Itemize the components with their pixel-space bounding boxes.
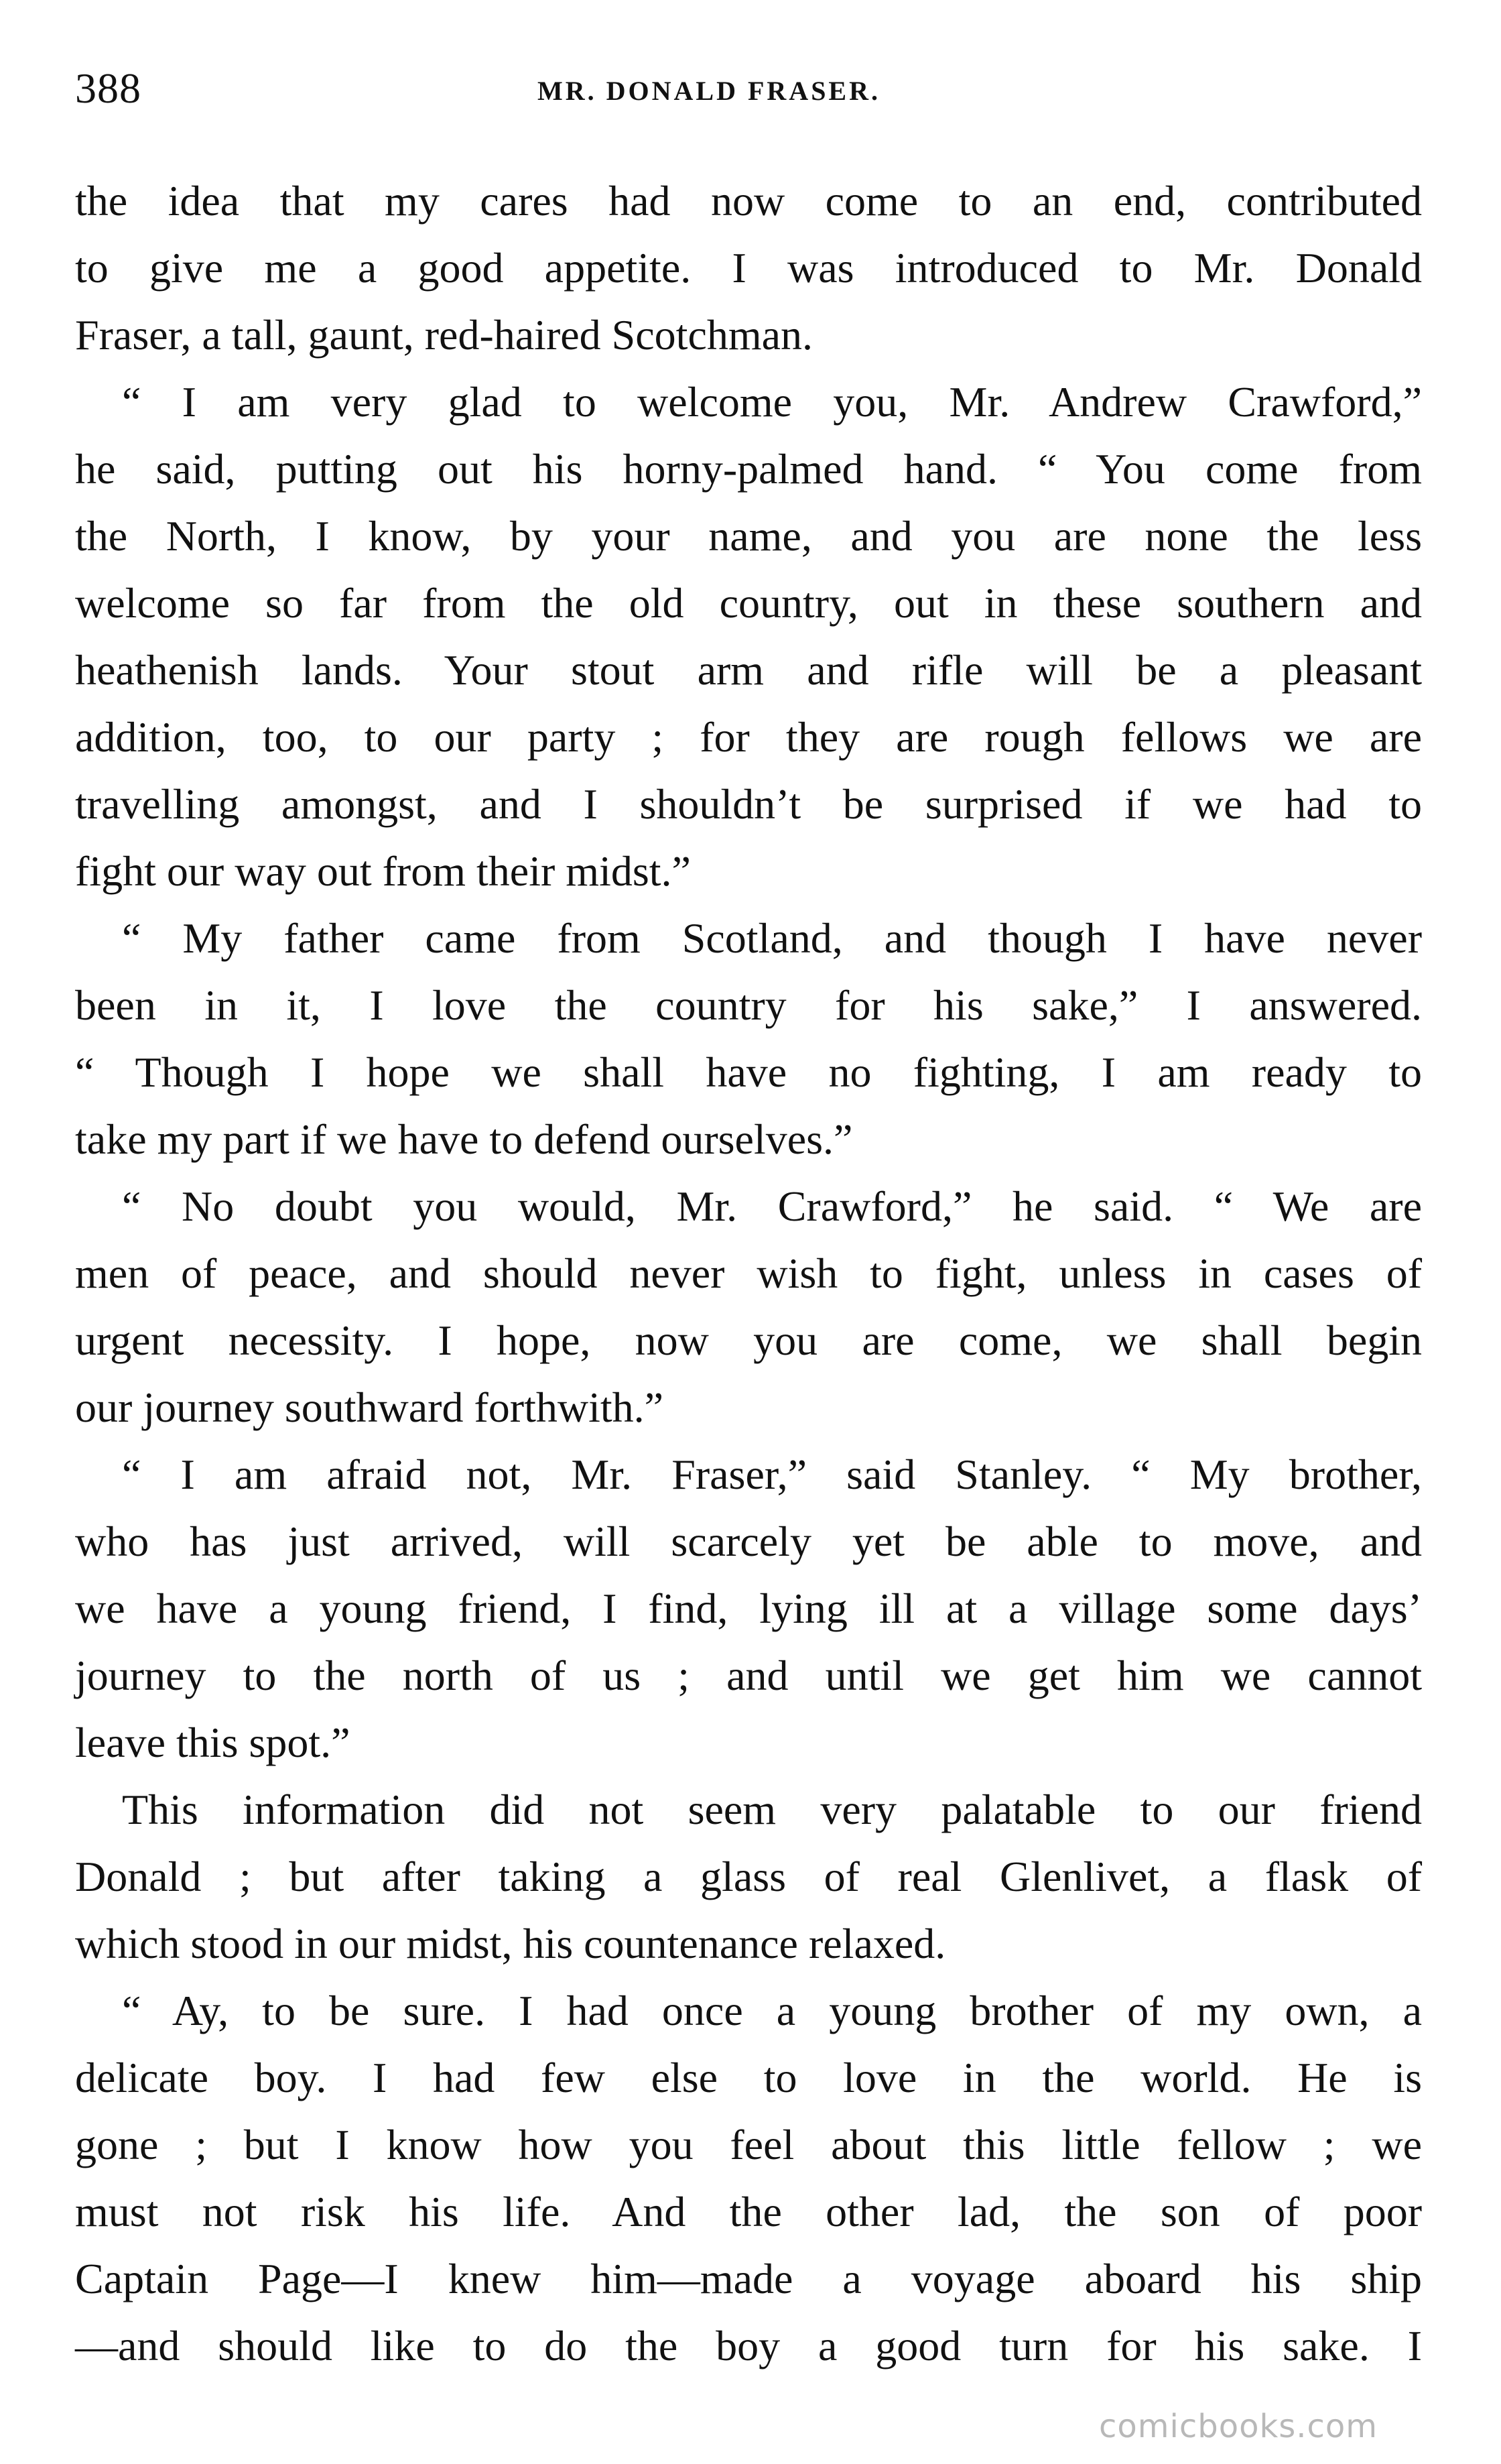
- text-line: Captain Page—I knew him—made a voyage aboard his ship: [75, 2255, 1422, 2302]
- text-line: —and should like to do the boy a good turn for his sake. I: [75, 2322, 1422, 2369]
- watermark: comicbooks.com: [1099, 2408, 1378, 2445]
- text-line: to give me a good appetite. I was introduced to Mr. Donald: [75, 244, 1422, 292]
- text-line: men of peace, and should never wish to fight, unless in cases of: [75, 1249, 1422, 1297]
- text-line: who has just arrived, will scarcely yet be able to move, and: [75, 1518, 1422, 1565]
- text-line: been in it, I love the country for his sake,” I answered.: [75, 981, 1422, 1029]
- text-line: take my part if we have to defend ourselves.”: [75, 1115, 853, 1163]
- text-line: the idea that my cares had now come to an end, contributed: [75, 177, 1422, 225]
- text-line: “ Ay, to be sure. I had once a young brother of my own, a: [122, 1987, 1422, 2034]
- running-head: [75, 62, 1415, 115]
- text-line: he said, putting out his horny-palmed hand. “ You come from: [75, 445, 1422, 493]
- text-line: “ I am very glad to welcome you, Mr. Andrew Crawford,”: [122, 378, 1422, 426]
- text-line: Donald ; but after taking a glass of real Glenlivet, a flask of: [75, 1853, 1422, 1900]
- text-line: fight our way out from their midst.”: [75, 847, 691, 895]
- text-line: “ I am afraid not, Mr. Fraser,” said Stanley. “ My brother,: [122, 1451, 1422, 1498]
- text-line: This information did not seem very palatable to our friend: [122, 1786, 1422, 1833]
- text-line: urgent necessity. I hope, now you are come, we shall begin: [75, 1316, 1422, 1364]
- text-line: addition, too, to our party ; for they are rough fellows we are: [75, 713, 1422, 761]
- chapter-title: MR. DONALD FRASER.: [537, 76, 880, 106]
- text-line: the North, I know, by your name, and you are none the less: [75, 512, 1422, 560]
- body-text: [75, 168, 1422, 2380]
- text-line: “ Though I hope we shall have no fighting, I am ready to: [75, 1048, 1422, 1096]
- text-line: journey to the north of us ; and until we get him we cannot: [75, 1652, 1422, 1699]
- text-line: “ No doubt you would, Mr. Crawford,” he said. “ We are: [122, 1182, 1422, 1230]
- text-line: we have a young friend, I find, lying ill at a village some days’: [75, 1585, 1422, 1632]
- text-line: gone ; but I know how you feel about this little fellow ; we: [75, 2121, 1422, 2168]
- text-line: Fraser, a tall, gaunt, red-haired Scotchman.: [75, 311, 813, 359]
- text-line: delicate boy. I had few else to love in the world. He is: [75, 2054, 1422, 2101]
- page-number: 388: [75, 64, 141, 112]
- text-line: leave this spot.”: [75, 1719, 350, 1766]
- text-line: our journey southward forthwith.”: [75, 1383, 664, 1431]
- text-line: welcome so far from the old country, out in these southern and: [75, 579, 1422, 627]
- text-line: travelling amongst, and I shouldn’t be surprised if we had to: [75, 780, 1422, 828]
- text-line: heathenish lands. Your stout arm and rifle will be a pleasant: [75, 646, 1422, 694]
- text-line: must not risk his life. And the other lad, the son of poor: [75, 2188, 1422, 2235]
- text-line: “ My father came from Scotland, and though I have never: [122, 914, 1422, 962]
- text-line: which stood in our midst, his countenance relaxed.: [75, 1920, 946, 1967]
